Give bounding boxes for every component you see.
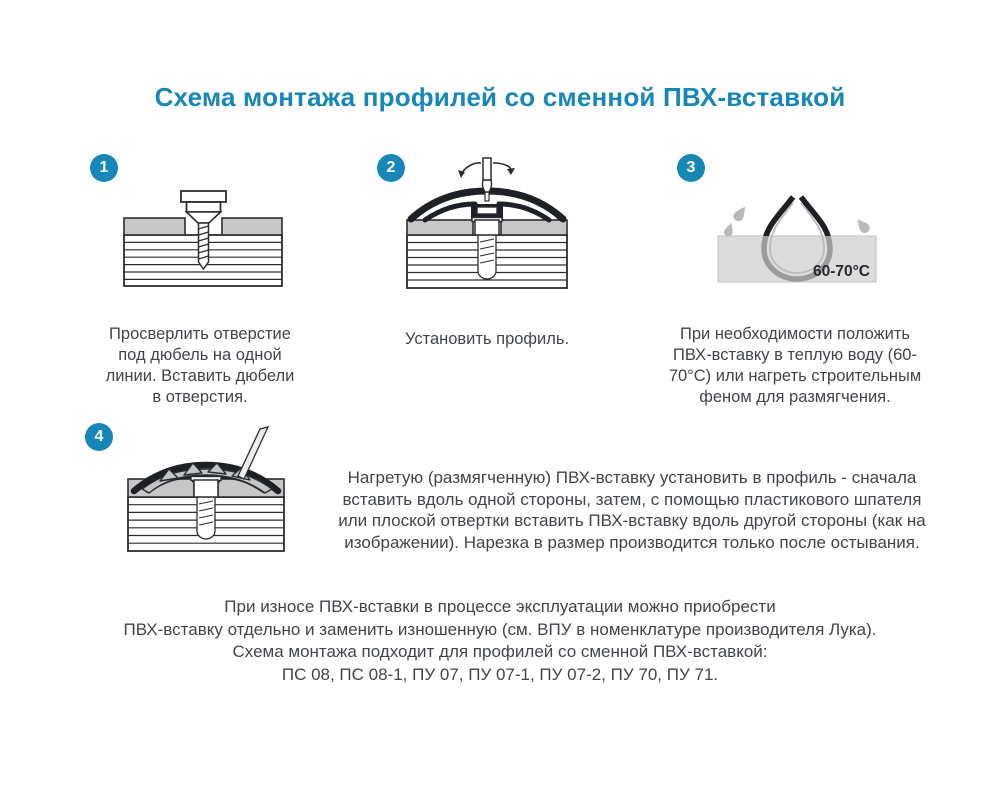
step-2-badge: 2 — [377, 154, 405, 182]
screwdriver-fastening-profile-illustration — [405, 157, 569, 290]
step-1-caption: Просверлить отверстие под дюбель на одной линии. Вставить дюбели в отверстия. — [105, 325, 295, 406]
step-4-caption: Нагретую (размягченную) ПВХ-вставку установить в профиль - сначала вставить вдоль одной стороны, затем, с помощью пластикового шпателя или плоской отвертки вставить ПВХ-вставку вдоль другой стороны (как на изображении). Нарезка в размер производится только после остывания. — [338, 468, 926, 552]
footer-note: При износе ПВХ-вставки в процессе эксплуатации можно приобрести ПВХ-вставку отдельно и заменить изношенную (см. ВПУ в номенклатуре производителя Лука). Схема монтажа подходит для профилей со сменной ПВХ-вставкой: ПС 08, ПС 08-1, ПУ 07, ПУ 07-1, ПУ 07-2, ПУ 70, ПУ 71. — [123, 597, 877, 684]
step-2-caption: Установить профиль. — [404, 330, 570, 348]
step-1-badge: 1 — [90, 154, 118, 182]
step-3-caption: При необходимости положить ПВХ-вставку в теплую воду (60- 70°С) или нагреть строительным феном для размягчения. — [668, 325, 922, 406]
pvc-insert-installation-illustration — [112, 425, 300, 557]
step-4-badge: 4 — [85, 423, 113, 451]
step-3-badge: 3 — [677, 154, 705, 182]
flat-screwdriver-tool — [238, 427, 268, 479]
water-droplets — [723, 204, 872, 238]
pvc-insert-in-warm-water-illustration — [700, 188, 906, 288]
page-title: Схема монтажа профилей со сменной ПВХ-вставкой — [154, 82, 846, 112]
temperature-label: 60-70°C — [812, 263, 870, 280]
drill-into-floor-illustration — [122, 190, 284, 288]
